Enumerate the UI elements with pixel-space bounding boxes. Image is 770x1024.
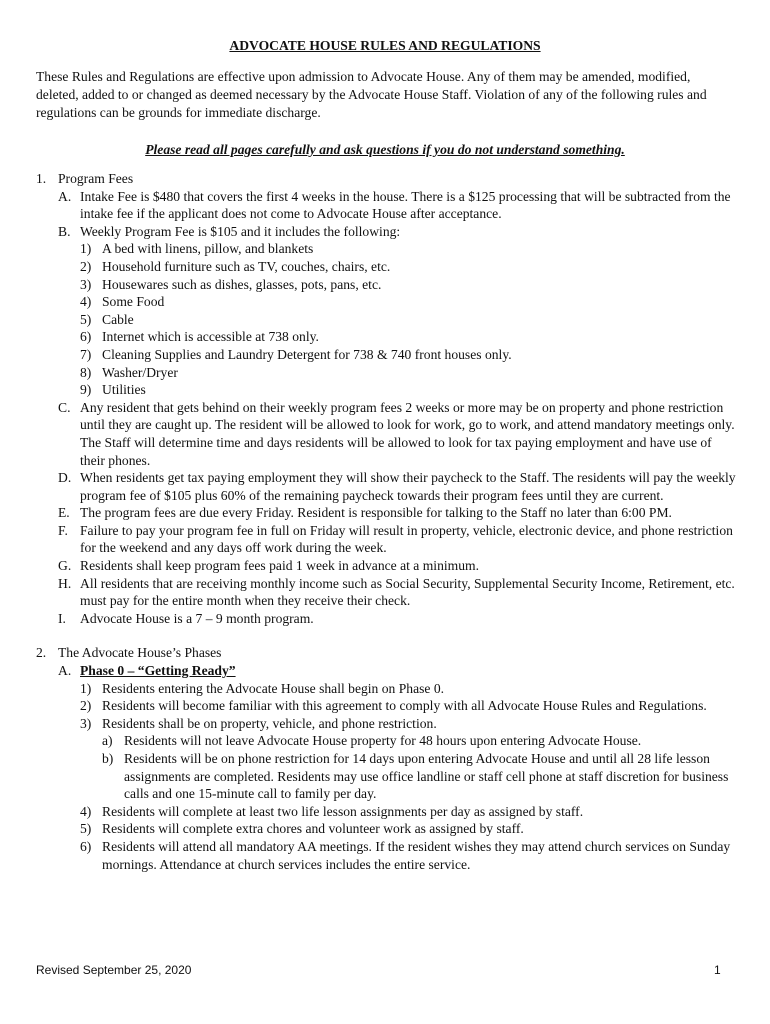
sub-marker: 1) — [80, 680, 92, 696]
list-item — [58, 223, 736, 399]
sub-text: Cleaning Supplies and Laundry Detergent for 738 & 740 front houses only. — [102, 346, 512, 362]
item-marker: I. — [58, 610, 66, 626]
sub-list-item — [80, 680, 736, 698]
item-marker: A. — [58, 663, 72, 679]
sub-list-item — [80, 276, 736, 294]
sub-list-item — [80, 803, 736, 821]
item-text: The program fees are due every Friday. Resident is responsible for talking to the Staff no later than 6:00 PM. — [80, 505, 672, 521]
section-program-fees — [36, 170, 736, 627]
sub-text: Household furniture such as TV, couches, chairs, etc. — [102, 258, 391, 274]
sub-list-item — [80, 258, 736, 276]
sub-list-item — [80, 346, 736, 364]
sub-sub-marker: b) — [102, 751, 114, 766]
sub-text: Residents will become familiar with this agreement to comply with all Advocate House Rules and Regulations. — [102, 698, 707, 714]
read-notice: Please read all pages carefully and ask questions if you do not understand something. — [145, 142, 625, 157]
sub-list-item — [80, 381, 736, 399]
intro-paragraph: These Rules and Regulations are effective upon admission to Advocate House. Any of them may be amended, modified, deleted, added to or changed as deemed necessary by the Advocate House Staff. Violation of any of the following rules and regulations can be grounds for immediate discharge. — [36, 69, 707, 120]
item-text: Failure to pay your program fee in full on Friday will result in property, vehicle, electronic device, and phone restriction for the weekend and any days off work during the week. — [80, 522, 733, 556]
list-item — [58, 575, 736, 610]
phase-title: Phase 0 – “Getting Ready” — [80, 663, 236, 679]
sub-sub-text: Residents will be on phone restriction for 14 days upon entering Advocate House and until all 28 life lesson assignments are completed. Residents may use office landline or staff cell phone at staff discretion for business calls and one 15-minute call to family per day. — [124, 751, 729, 802]
sub-list-item — [80, 240, 736, 258]
item-text: Advocate House is a 7 – 9 month program. — [80, 610, 314, 626]
sub-list-item — [80, 838, 736, 873]
sub-list-item — [80, 311, 736, 329]
sub-list-item — [80, 820, 736, 838]
item-text: When residents get tax paying employment they will show their paycheck to the Staff. The residents will pay the weekly program fee of $105 plus 60% of the remaining paycheck towards their program fees until they are current. — [80, 470, 736, 503]
section-heading: The Advocate House’s Phases — [58, 645, 222, 661]
sub-list-item — [80, 715, 736, 803]
sub-sub-marker: a) — [102, 733, 113, 749]
item-marker: C. — [58, 399, 71, 415]
item-marker: F. — [58, 522, 68, 538]
list-item — [58, 188, 736, 223]
sub-marker: 4) — [80, 294, 92, 310]
sub-list-item — [80, 293, 736, 311]
sub-marker: 3) — [80, 715, 92, 731]
list-item — [58, 610, 736, 628]
item-marker: H. — [58, 575, 72, 591]
sub-marker: 2) — [80, 698, 92, 714]
document-body — [36, 170, 736, 873]
phase-item — [58, 662, 736, 873]
sub-marker: 7) — [80, 346, 92, 362]
sub-text: Residents entering the Advocate House shall begin on Phase 0. — [102, 680, 445, 696]
page-number: 1 — [714, 963, 721, 977]
sub-marker: 6) — [80, 329, 92, 345]
section-phases — [36, 644, 736, 873]
sub-list-item — [80, 364, 736, 382]
list-item — [58, 399, 736, 469]
item-marker: D. — [58, 470, 72, 486]
section-gap — [36, 627, 736, 644]
sub-marker: 1) — [80, 241, 92, 257]
sub-text: Utilities — [102, 382, 146, 398]
sub-sub-text: Residents will not leave Advocate House property for 48 hours upon entering Advocate House. — [124, 733, 642, 749]
sub-text: Residents will attend all mandatory AA meetings. If the resident wishes they may attend church services on Sunday mornings. Attendance at church services includes the entire service. — [102, 838, 731, 872]
list-item — [58, 557, 736, 575]
sub-text: Residents shall be on property, vehicle, and phone restriction. — [102, 715, 437, 731]
sub-marker: 2) — [80, 258, 92, 274]
sub-marker: 5) — [80, 821, 92, 837]
sub-list-item — [80, 328, 736, 346]
sub-marker: 6) — [80, 838, 92, 854]
item-text: Residents shall keep program fees paid 1 week in advance at a minimum. — [80, 558, 480, 574]
sub-marker: 3) — [80, 276, 92, 292]
list-item — [58, 504, 736, 522]
revision-date: Revised September 25, 2020 — [36, 963, 192, 977]
item-marker: G. — [58, 558, 72, 574]
section-number: 2. — [36, 645, 47, 661]
sub-text: Residents will complete at least two life lesson assignments per day as assigned by staff. — [102, 803, 584, 819]
sub-marker: 5) — [80, 311, 92, 327]
sub-text: Internet which is accessible at 738 only. — [102, 329, 319, 345]
sub-marker: 9) — [80, 382, 92, 398]
sub-text: Washer/Dryer — [102, 364, 178, 380]
item-text: Intake Fee is $480 that covers the first 4 weeks in the house. There is a $125 processing that will be subtracted from the intake fee if the applicant does not come to Advocate House after acceptance. — [80, 188, 731, 222]
item-marker: A. — [58, 188, 72, 204]
item-marker: E. — [58, 505, 70, 521]
item-text: Any resident that gets behind on their weekly program fees 2 weeks or more may be on property and phone restriction until they are caught up. The resident will be allowed to look for work, go to work, and attend mandatory meetings only. The Staff will determine time and days residents will be allowed to look for tax paying employment and have use of their phones. — [80, 399, 735, 468]
sub-list-item — [80, 697, 736, 715]
sub-sub-list-item — [102, 732, 736, 750]
item-text: Weekly Program Fee is $105 and it includes the following: — [80, 223, 401, 239]
sub-marker: 8) — [80, 364, 92, 380]
section-heading: Program Fees — [58, 171, 134, 186]
sub-marker: 4) — [80, 803, 92, 819]
item-marker: B. — [58, 223, 71, 239]
sub-text: Cable — [102, 311, 134, 327]
item-text: All residents that are receiving monthly income such as Social Security, Supplemental Security Income, Retirement, etc. must pay for the entire month when they receive their check. — [80, 575, 735, 609]
sub-sub-list-item — [102, 750, 736, 803]
list-item — [58, 469, 736, 504]
sub-text: Housewares such as dishes, glasses, pots, pans, etc. — [102, 276, 382, 292]
sub-text: Some Food — [102, 294, 165, 310]
section-number: 1. — [36, 171, 47, 186]
sub-text: A bed with linens, pillow, and blankets — [102, 241, 314, 257]
list-item — [58, 522, 736, 557]
sub-text: Residents will complete extra chores and volunteer work as assigned by staff. — [102, 821, 524, 837]
document-title: ADVOCATE HOUSE RULES AND REGULATIONS — [229, 38, 541, 53]
